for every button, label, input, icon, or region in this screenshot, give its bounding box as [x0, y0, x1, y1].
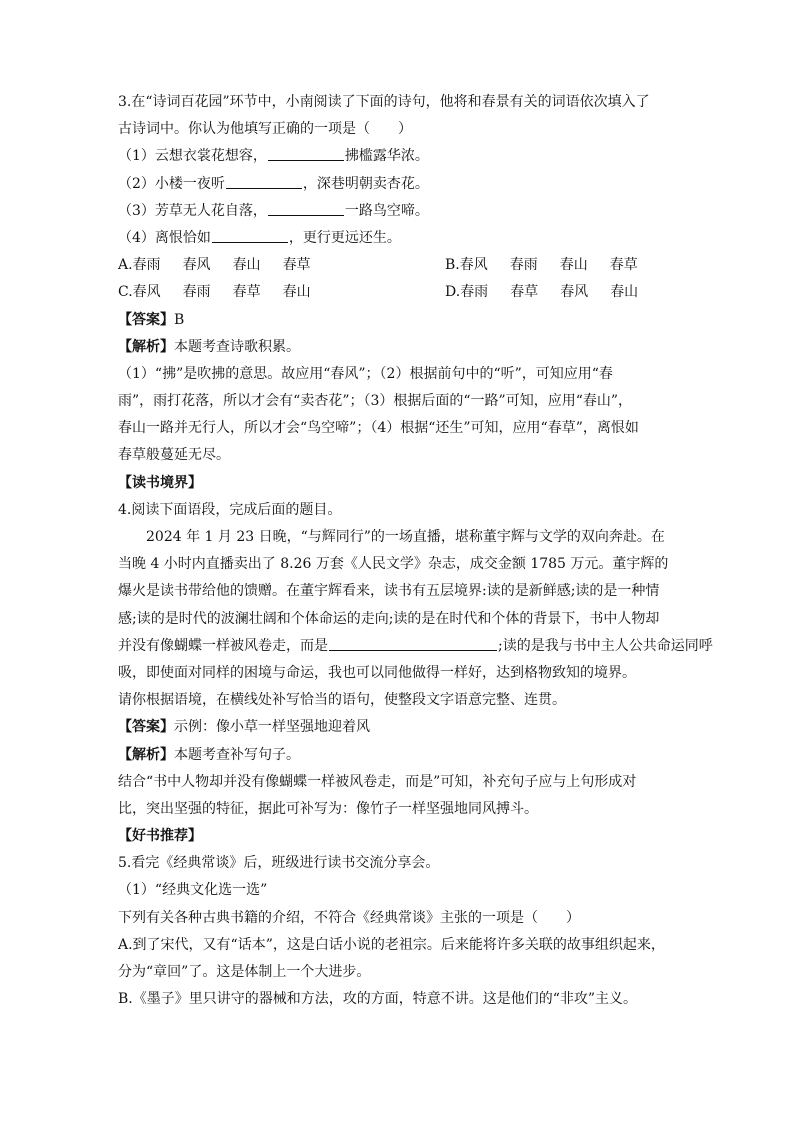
- q3-item-text: （3）芳草无人花自落，: [118, 202, 267, 219]
- option-word: 春山: [559, 257, 588, 274]
- option-word: 春山: [610, 284, 639, 301]
- q5-sub-1: （1）“经典文化选一选”: [118, 882, 268, 899]
- q3-item-3: [118, 198, 678, 225]
- option-c: [118, 279, 333, 306]
- q4-passage-blank-line: [118, 633, 713, 660]
- q3-analysis-heading: [118, 334, 678, 361]
- option-word: 春草: [609, 257, 638, 274]
- q4-analysis-line: 结合“书中人物却并没有像蝴蝶一样被风卷走，而是”可知，补充句子应与上句形成对: [118, 773, 637, 790]
- q4-passage-line: 当晚 4 小时内直播卖出了 8.26 万套《人民文学》杂志，成交金额 1785 万元。董宇辉的: [118, 556, 669, 573]
- q4-passage-text: 并没有像蝴蝶一样被风卷走，而是: [118, 637, 328, 654]
- analysis-text: 本题考查补写句子。: [174, 746, 300, 763]
- option-word: 春草: [510, 284, 539, 301]
- q3-analysis-line: 雨”，雨打花落，所以才会有“卖杏花”；（3）根据后面的“一路”可知，应用“春山”，: [118, 393, 633, 410]
- option-word: 春雨: [460, 284, 489, 301]
- q3-item-text: 拂槛露华浓。: [344, 148, 429, 165]
- option-word: 春风: [182, 257, 211, 274]
- q4-analysis-heading: [118, 742, 678, 769]
- q4-stem: 4.阅读下面语段，完成后面的题目。: [118, 501, 342, 518]
- q3-item-text: ，深巷明朝卖杏花。: [302, 175, 429, 192]
- option-word: 春风: [132, 284, 161, 301]
- answer-value: B: [174, 311, 185, 328]
- q5-sub-1-question: 下列有关各种古典书籍的介绍，不符合《经典常谈》主张的一项是（ ）: [118, 909, 580, 926]
- answer-tag: 【答案】: [118, 311, 174, 328]
- option-word: 春风: [459, 257, 488, 274]
- option-word: 春山: [282, 284, 311, 301]
- option-word: 春风: [560, 284, 589, 301]
- fill-blank: [268, 201, 344, 216]
- q5-stem: 5.看完《经典常谈》后，班级进行读书交流分享会。: [118, 855, 440, 872]
- q3-options-row-2: [118, 279, 678, 306]
- option-word: 春雨: [509, 257, 538, 274]
- option-word: 春雨: [132, 257, 161, 274]
- fill-blank: [329, 636, 497, 651]
- option-label: D.: [445, 284, 461, 301]
- answer-text: 示例：像小草一样坚强地迎着风: [174, 719, 370, 736]
- q3-stem-line-2: 古诗词中。你认为他填写正确的一项是（ ）: [118, 121, 412, 138]
- option-word: 春雨: [182, 284, 211, 301]
- option-a: [118, 252, 333, 279]
- analysis-tag: 【解析】: [118, 338, 174, 355]
- section-heading-books: 【好书推荐】: [118, 828, 202, 845]
- q3-stem-line-1: 3.在“诗词百花园”环节中，小南阅读了下面的诗句，他将和春景有关的词语依次填入了: [118, 94, 650, 110]
- q3-item-text: ，更行更远还生。: [288, 229, 401, 246]
- q4-instruction: 请你根据语境，在横线处补写恰当的语句，使整段文字语意完整、连贯。: [118, 692, 566, 709]
- q4-passage-text: ;读的是我与书中主人公共命运同呼: [498, 637, 713, 654]
- q5-option-a-line-2: 分为“章回”了。这是体制上一个大进步。: [118, 964, 371, 980]
- q3-item-text: （1）云想衣裳花想容，: [118, 148, 267, 165]
- q4-passage-line: 感;读的是时代的波澜壮阔和个体命运的走向;读的是在时代和个体的背景下，书中人物却: [118, 610, 660, 627]
- q4-passage-line: 爆火是读书带给他的馈赠。在董宇辉看来，读书有五层境界:读的是新鲜感;读的是一种情: [118, 583, 660, 600]
- q3-item-text: （4）离恨恰如: [118, 229, 211, 246]
- document-body: [118, 89, 713, 1013]
- analysis-text: 本题考查诗歌积累。: [174, 338, 300, 355]
- section-heading-reading: 【读书境界】: [118, 474, 202, 491]
- analysis-tag: 【解析】: [118, 746, 174, 763]
- option-label: A.: [118, 257, 133, 274]
- option-b: [445, 252, 660, 279]
- fill-blank: [212, 228, 288, 243]
- option-word: 春草: [282, 257, 311, 274]
- fill-blank: [268, 146, 344, 161]
- fill-blank: [226, 174, 302, 189]
- q3-analysis-line: 春山一路并无行人，所以才会“鸟空啼”；（4）根据“还生”可知，应用“春草”，离恨如: [118, 420, 639, 437]
- option-word: 春草: [232, 284, 261, 301]
- q3-analysis-line: 春草般蔓延无尽。: [118, 447, 230, 464]
- q5-option-a-line-1: A.到了宋代，又有“话本”，这是白话小说的老祖宗。后来能将许多关联的故事组织起来，: [118, 936, 665, 953]
- option-word: 春山: [232, 257, 261, 274]
- q3-item-1: [118, 143, 678, 170]
- q3-item-2: [118, 171, 678, 198]
- q3-answer: [118, 307, 678, 334]
- q3-item-4: [118, 225, 678, 252]
- option-label: B.: [445, 257, 460, 274]
- option-label: C.: [118, 284, 133, 301]
- q3-analysis-line: （1）“拂”是吹拂的意思。故应用“春风”；（2）根据前句中的“听”，可知应用“春: [118, 365, 613, 382]
- q3-item-text: 一路鸟空啼。: [344, 202, 429, 219]
- q4-passage-line: 吸，即使面对同样的困境与命运，我也可以同他做得一样好，达到格物致知的境界。: [118, 664, 636, 681]
- q4-passage-line: 2024 年 1 月 23 日晚，“与辉同行”的一场直播，堪称董宇辉与文学的双向奔赴。在: [146, 529, 665, 545]
- q3-options-row-1: [118, 252, 678, 279]
- answer-tag: 【答案】: [118, 719, 174, 736]
- q5-option-b-line-1: B.《墨子》里只讲守的器械和方法，攻的方面，特意不讲。这是他们的“非攻”主义。: [118, 991, 638, 1008]
- option-d: [445, 279, 660, 306]
- q3-item-text: （2）小楼一夜听: [118, 175, 225, 192]
- q4-analysis-line: 比，突出坚强的特征，据此可补写为：像竹子一样坚强地同风搏斗。: [118, 800, 538, 817]
- q4-answer: [118, 714, 678, 741]
